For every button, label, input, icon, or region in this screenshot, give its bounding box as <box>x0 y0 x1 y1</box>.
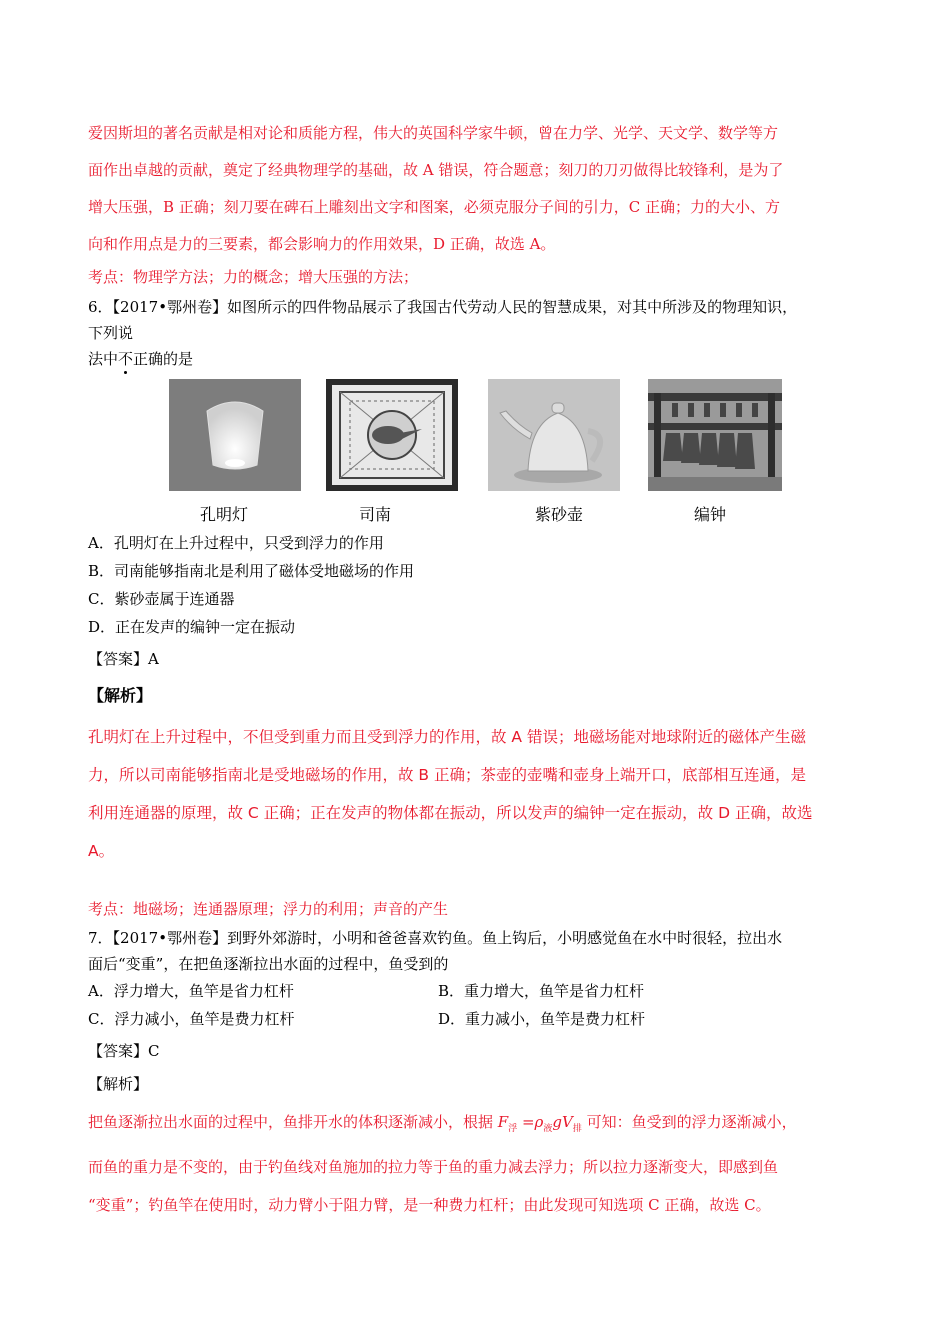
q6-stem-part: 正确的是 <box>133 350 194 368</box>
formula-sub: 液 <box>543 1124 553 1134</box>
q7-answer: 【答案】C <box>88 1042 160 1060</box>
q6-option-b: B．司南能够指南北是利用了磁体受地磁场的作用 <box>88 562 415 580</box>
zisha-teapot-image <box>488 379 620 491</box>
caption-kongming: 孔明灯 <box>200 505 249 524</box>
prev-kaodian: 考点：物理学方法；力的概念；增大压强的方法； <box>88 268 419 286</box>
text-line: 孔明灯在上升过程中，不但受到重力而且受到浮力的作用，故 A 错误；地磁场能对地球附近的磁体产生磁 <box>88 728 806 746</box>
q6-stem-line2: 下列说 <box>88 324 134 342</box>
q6-analysis-title: 【解析】 <box>88 686 153 705</box>
caption-bianzhong: 编钟 <box>694 505 727 524</box>
text-line: 力，所以司南能够指南北是受地磁场的作用，故 B 正确；茶壶的壶嘴和壶身上端开口，底部相互连通，是 <box>88 766 806 784</box>
formula-sub: 浮 <box>508 1124 518 1134</box>
text-line: 向和作用点是力的三要素，都会影响力的作用效果，D 正确，故选 A。 <box>88 235 556 253</box>
formula-sub: 排 <box>572 1124 582 1134</box>
q6-stem-line3 <box>88 348 193 369</box>
formula-part: gV <box>552 1113 573 1131</box>
text-line: 爱因斯坦的著名贡献是相对论和质能方程，伟大的英国科学家牛顿，曾在力学、光学、天文学、数学等方 <box>88 124 779 142</box>
q7-option-d: D．重力减小，鱼竿是费力杠杆 <box>438 1010 646 1028</box>
prev-analysis-paragraph <box>88 115 878 263</box>
bianzhong-bells-image <box>648 379 782 491</box>
q6-answer: 【答案】A <box>88 650 159 668</box>
q7-analysis-paragraph <box>88 1103 878 1224</box>
text-part: 可知：鱼受到的浮力逐渐减小， <box>581 1113 797 1131</box>
q7-option-c: C．浮力减小，鱼竿是费力杠杆 <box>88 1010 295 1028</box>
text-part: 把鱼逐渐拉出水面的过程中，鱼排开水的体积逐渐减小，根据 <box>88 1113 498 1131</box>
q7-stem-line2: 面后“变重”，在把鱼逐渐拉出水面的过程中，鱼受到的 <box>88 955 449 973</box>
q7-analysis-title: 【解析】 <box>88 1075 149 1093</box>
text-line: “变重”；钓鱼竿在使用时，动力臂小于阻力臂，是一种费力杠杆；由此发现可知选项 C 正确，故选 C。 <box>88 1196 771 1214</box>
q7-stem-line1: 7．【2017•鄂州卷】到野外郊游时，小明和爸爸喜欢钓鱼。鱼上钩后，小明感觉鱼在水中时很轻，拉出水 <box>88 929 783 947</box>
q6-option-c: C．紫砂壶属于连通器 <box>88 590 235 608</box>
q6-image-row <box>0 379 950 529</box>
q6-stem-part: 法中 <box>88 350 119 368</box>
formula-part: =ρ <box>517 1113 544 1131</box>
kongming-lantern-image <box>169 379 301 491</box>
q6-stem-emphasis: 不 <box>118 350 134 368</box>
text-line: 而鱼的重力是不变的，由于钓鱼线对鱼施加的拉力等于鱼的重力减去浮力；所以拉力逐渐变大，即感到鱼 <box>88 1158 779 1176</box>
q6-stem-line1: 6．【2017•鄂州卷】如图所示的四件物品展示了我国古代劳动人民的智慧成果，对其中所涉及的物理知识， <box>88 298 798 316</box>
q6-analysis-paragraph <box>88 718 878 870</box>
text-line <box>88 1103 878 1148</box>
text-line: 增大压强，B 正确；刻刀要在碑石上雕刻出文字和图案，必须克服分子间的引力，C 正确；力的大小、方 <box>88 198 781 216</box>
q7-option-a: A．浮力增大，鱼竿是省力杠杆 <box>88 982 294 1000</box>
text-line: 面作出卓越的贡献，奠定了经典物理学的基础，故 A 错误，符合题意；刻刀的刀刃做得比较锋利，是为了 <box>88 161 784 179</box>
formula-part: F <box>497 1113 509 1131</box>
text-line: A。 <box>88 842 115 860</box>
text-line: 利用连通器的原理，故 C 正确；正在发声的物体都在振动，所以发声的编钟一定在振动，故 D 正确，故选 <box>88 804 813 822</box>
caption-sinan: 司南 <box>359 505 392 524</box>
q6-option-a: A．孔明灯在上升过程中，只受到浮力的作用 <box>88 534 384 552</box>
caption-zisha: 紫砂壶 <box>535 505 584 524</box>
sinan-compass-image <box>326 379 458 491</box>
q6-option-d: D．正在发声的编钟一定在振动 <box>88 618 296 636</box>
q7-option-b: B．重力增大，鱼竿是省力杠杆 <box>438 982 645 1000</box>
q6-kaodian: 考点：地磁场；连通器原理；浮力的利用；声音的产生 <box>88 900 449 918</box>
